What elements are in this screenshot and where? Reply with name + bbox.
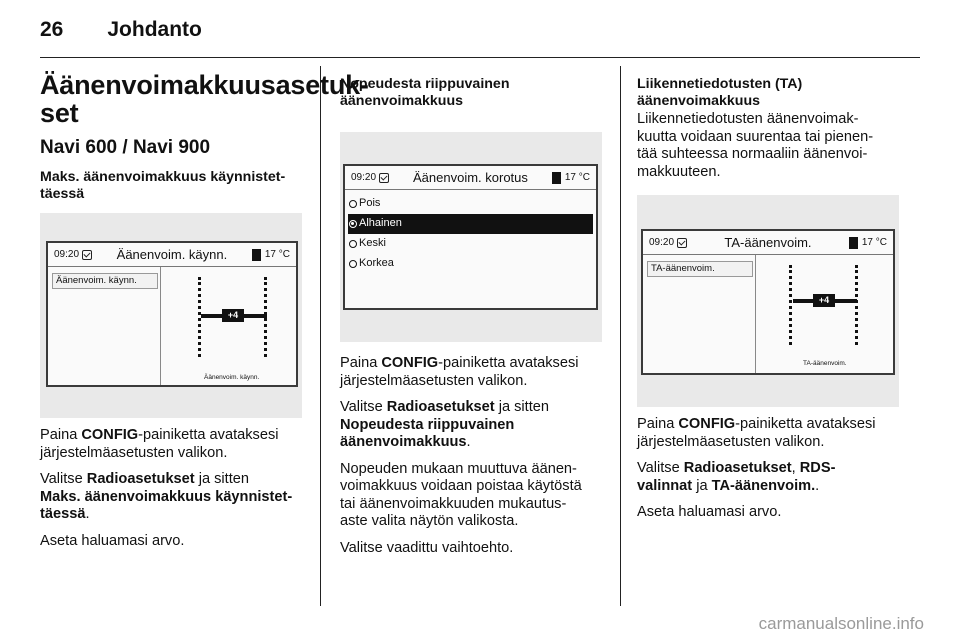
- temperature: 17 °C: [861, 236, 887, 248]
- option-keski[interactable]: Keski: [345, 234, 596, 254]
- menu-tab: TA-äänenvoim.: [647, 261, 753, 277]
- paragraph: Paina CONFIG-painiketta avataksesi järjestelmäasetusten valikon.: [340, 355, 579, 389]
- paragraph: Nopeuden mukaan muuttuva äänen- voimakkuus voidaan poistaa käytöstä tai äänenvoimakkuuden mukautus- aste valita näytön valikosta.: [340, 460, 582, 529]
- level-value: +4: [222, 309, 244, 322]
- radio-selected-icon: [349, 220, 357, 228]
- navigation-icon: [677, 238, 687, 248]
- radio-icon: [349, 260, 357, 268]
- screen-divider: [755, 255, 756, 373]
- paragraph: Valitse Radioasetukset ja sitten Maks. äänenvoimakkuus käynnistet- täessä.: [40, 471, 293, 522]
- screen-illustration: [40, 213, 302, 418]
- screen-title: Äänenvoim. korotus: [413, 169, 528, 185]
- navigation-icon: [379, 173, 389, 183]
- topic-heading: Liikennetiedotusten (TA) äänenvoimakkuus: [637, 76, 803, 109]
- temperature: 17 °C: [564, 171, 590, 183]
- header-rule: [40, 57, 920, 58]
- scale-right: [855, 265, 859, 345]
- option-list: [345, 190, 596, 308]
- column-divider: [320, 66, 321, 606]
- page-number: 26: [40, 18, 64, 41]
- running-title: Johdanto: [107, 18, 202, 41]
- screen-illustration: [637, 195, 899, 407]
- section-title: Äänenvoimakkuusasetuk- set: [40, 70, 369, 128]
- level-value: +4: [813, 294, 835, 307]
- option-pois[interactable]: Pois: [345, 194, 596, 214]
- paragraph: Valitse Radioasetukset ja sitten Nopeudesta riippuvainen äänenvoimakkuus.: [340, 399, 550, 450]
- scale-caption: Äänenvoim. käynn.: [204, 374, 260, 381]
- scale-left: [789, 265, 793, 345]
- paragraph: Paina CONFIG-painiketta avataksesi järjestelmäasetusten valikon.: [40, 427, 279, 461]
- temperature: 17 °C: [264, 248, 290, 260]
- scale-caption: TA-äänenvoim.: [803, 360, 847, 367]
- paragraph: Paina CONFIG-painiketta avataksesi järjestelmäasetusten valikon.: [637, 416, 876, 450]
- paragraph: Valitse vaadittu vaihtoehto.: [340, 539, 514, 556]
- display-screen: [343, 164, 598, 310]
- watermark: carmanualsonline.info: [758, 614, 924, 633]
- paragraph: Aseta haluamasi arvo.: [40, 532, 185, 549]
- clock: 09:20: [351, 171, 377, 183]
- column-1: [40, 66, 369, 550]
- navigation-icon: [82, 250, 92, 260]
- display-screen: [641, 229, 895, 375]
- column-2: [340, 66, 608, 557]
- screen-header: [643, 231, 893, 255]
- topic-heading: Nopeudesta riippuvainen äänenvoimakkuus: [340, 76, 510, 109]
- option-korkea[interactable]: Korkea: [345, 254, 596, 274]
- thermometer-icon: [252, 249, 261, 261]
- screen-header: [48, 243, 296, 267]
- column-3: [637, 66, 907, 522]
- screen-header: [345, 166, 596, 190]
- page-header: [40, 18, 202, 48]
- display-screen: [46, 241, 298, 387]
- column-divider: [620, 66, 621, 606]
- clock: 09:20: [649, 236, 675, 248]
- menu-tab: Äänenvoim. käynn.: [52, 273, 158, 289]
- screen-illustration: [340, 132, 602, 342]
- paragraph: Aseta haluamasi arvo.: [637, 504, 782, 520]
- paragraph: Valitse Radioasetukset, RDS- valinnat ja TA-äänenvoim..: [637, 460, 836, 494]
- screen-title: Äänenvoim. käynn.: [116, 246, 228, 262]
- option-alhainen[interactable]: Alhainen: [348, 214, 593, 234]
- topic-heading: Maks. äänenvoimakkuus käynnistet- täessä: [40, 169, 286, 202]
- screen-title: TA-äänenvoim.: [724, 234, 812, 250]
- radio-icon: [349, 240, 357, 248]
- screen-divider: [160, 267, 161, 385]
- radio-icon: [349, 200, 357, 208]
- clock: 09:20: [54, 248, 80, 260]
- thermometer-icon: [849, 237, 858, 249]
- paragraph: Liikennetiedotusten äänenvoimak- kuutta voidaan suurentaa tai pienen- tää suhteessa normaaliin äänenvoi- makkuuteen.: [637, 111, 874, 180]
- thermometer-icon: [552, 172, 561, 184]
- sub-title: Navi 600 / Navi 900: [40, 137, 211, 158]
